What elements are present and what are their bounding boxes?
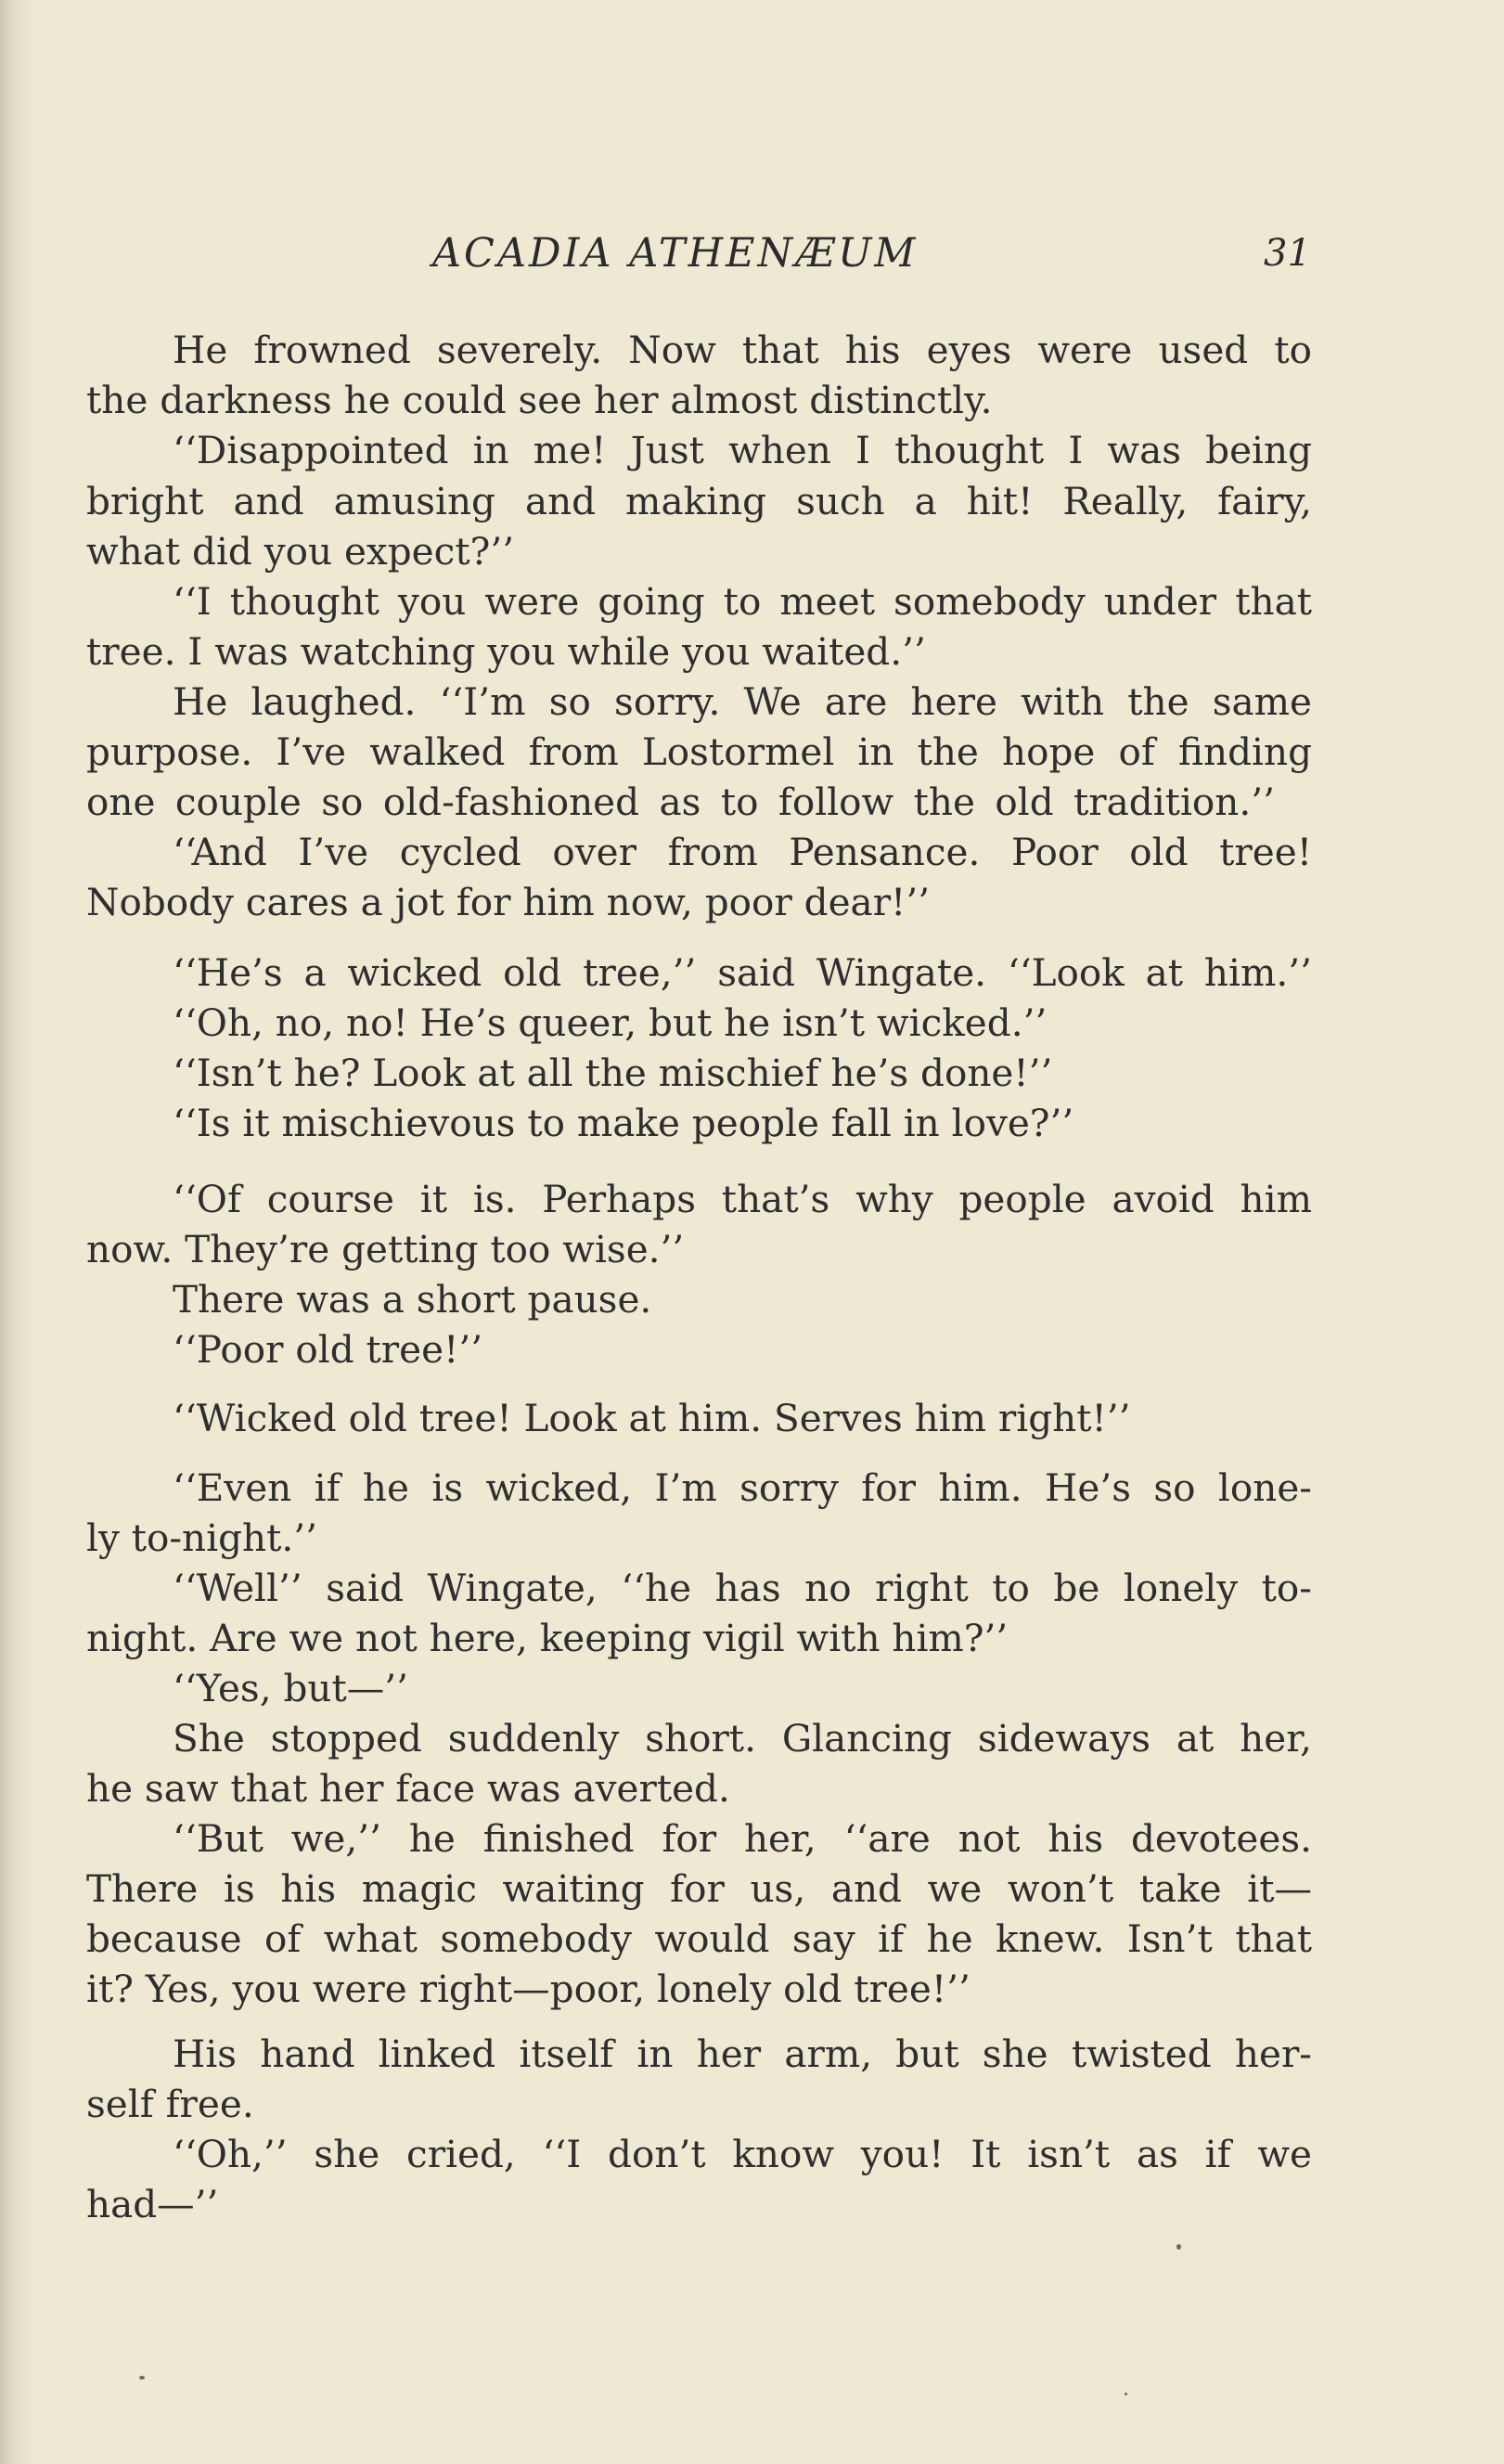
text-line: what did you expect?’’ [86, 529, 515, 574]
text-line: ‘‘Of course it is. Perhaps that’s why people avoid him [173, 1177, 1312, 1221]
text-line: He frowned severely. Now that his eyes were used to [173, 328, 1312, 372]
text-line: purpose. I’ve walked from Lostormel in the hope of finding [86, 729, 1312, 774]
text-line: ‘‘Even if he is wicked, I’m sorry for him. He’s so lone- [173, 1465, 1312, 1510]
text-line: self free. [86, 2082, 254, 2126]
text-line: There is his magic waiting for us, and we won’t take it— [86, 1866, 1312, 1911]
paper-speck [1125, 2393, 1127, 2395]
running-title: ACADIA ATHENÆUM [432, 230, 919, 277]
text-line: ‘‘But we,’’ he finished for her, ‘‘are not his devotees. [173, 1816, 1312, 1861]
text-line: tree. I was watching you while you waited.’’ [86, 629, 926, 674]
text-line: now. They’re getting too wise.’’ [86, 1227, 685, 1271]
text-line: he saw that her face was averted. [86, 1766, 730, 1811]
text-line: ‘‘Well’’ said Wingate, ‘‘he has no right to be lonely to- [173, 1566, 1312, 1610]
text-line: it? Yes, you were right—poor, lonely old tree!’’ [86, 1967, 971, 2011]
text-line: because of what somebody would say if he knew. Isn’t that [86, 1916, 1312, 1961]
text-line: ‘‘I thought you were going to meet somebody under that [173, 579, 1312, 624]
text-line: had—’’ [86, 2182, 219, 2226]
text-line: ‘‘Wicked old tree! Look at him. Serves him right!’’ [173, 1396, 1131, 1440]
text-line: bright and amusing and making such a hit! Really, fairy, [86, 479, 1312, 523]
text-line: His hand linked itself in her arm, but she twisted her- [173, 2032, 1312, 2076]
text-line: ‘‘Disappointed in me! Just when I thought I was being [173, 428, 1312, 472]
text-line: ‘‘Oh,’’ she cried, ‘‘I don’t know you! It isn’t as if we [173, 2132, 1312, 2176]
paper-speck [1176, 2244, 1181, 2250]
text-line: one couple so old-fashioned as to follow the old tradition.’’ [86, 780, 1275, 824]
page-number: 31 [1264, 232, 1311, 275]
text-line: ly to-night.’’ [86, 1516, 317, 1560]
text-line: the darkness he could see her almost distinctly. [86, 378, 993, 422]
text-line: ‘‘He’s a wicked old tree,’’ said Wingate. ‘‘Look at him.’’ [173, 950, 1312, 995]
text-line: ‘‘Poor old tree!’’ [173, 1327, 483, 1372]
text-line: ‘‘Yes, but—’’ [173, 1666, 408, 1710]
paper-speck [139, 2376, 145, 2380]
text-line: She stopped suddenly short. Glancing sideways at her, [173, 1716, 1312, 1761]
text-line: ‘‘And I’ve cycled over from Pensance. Poor old tree! [173, 830, 1312, 874]
text-line: ‘‘Oh, no, no! He’s queer, but he isn’t wicked.’’ [173, 1000, 1048, 1045]
text-line: He laughed. ‘‘I’m so sorry. We are here with the same [173, 679, 1312, 724]
page-header [0, 230, 1504, 286]
text-line: ‘‘Is it mischievous to make people fall in love?’’ [173, 1101, 1074, 1145]
text-line: Nobody cares a jot for him now, poor dear!’’ [86, 880, 931, 924]
text-line: night. Are we not here, keeping vigil with him?’’ [86, 1616, 1009, 1660]
text-line: There was a short pause. [173, 1277, 652, 1322]
text-line: ‘‘Isn’t he? Look at all the mischief he’s done!’’ [173, 1051, 1053, 1095]
